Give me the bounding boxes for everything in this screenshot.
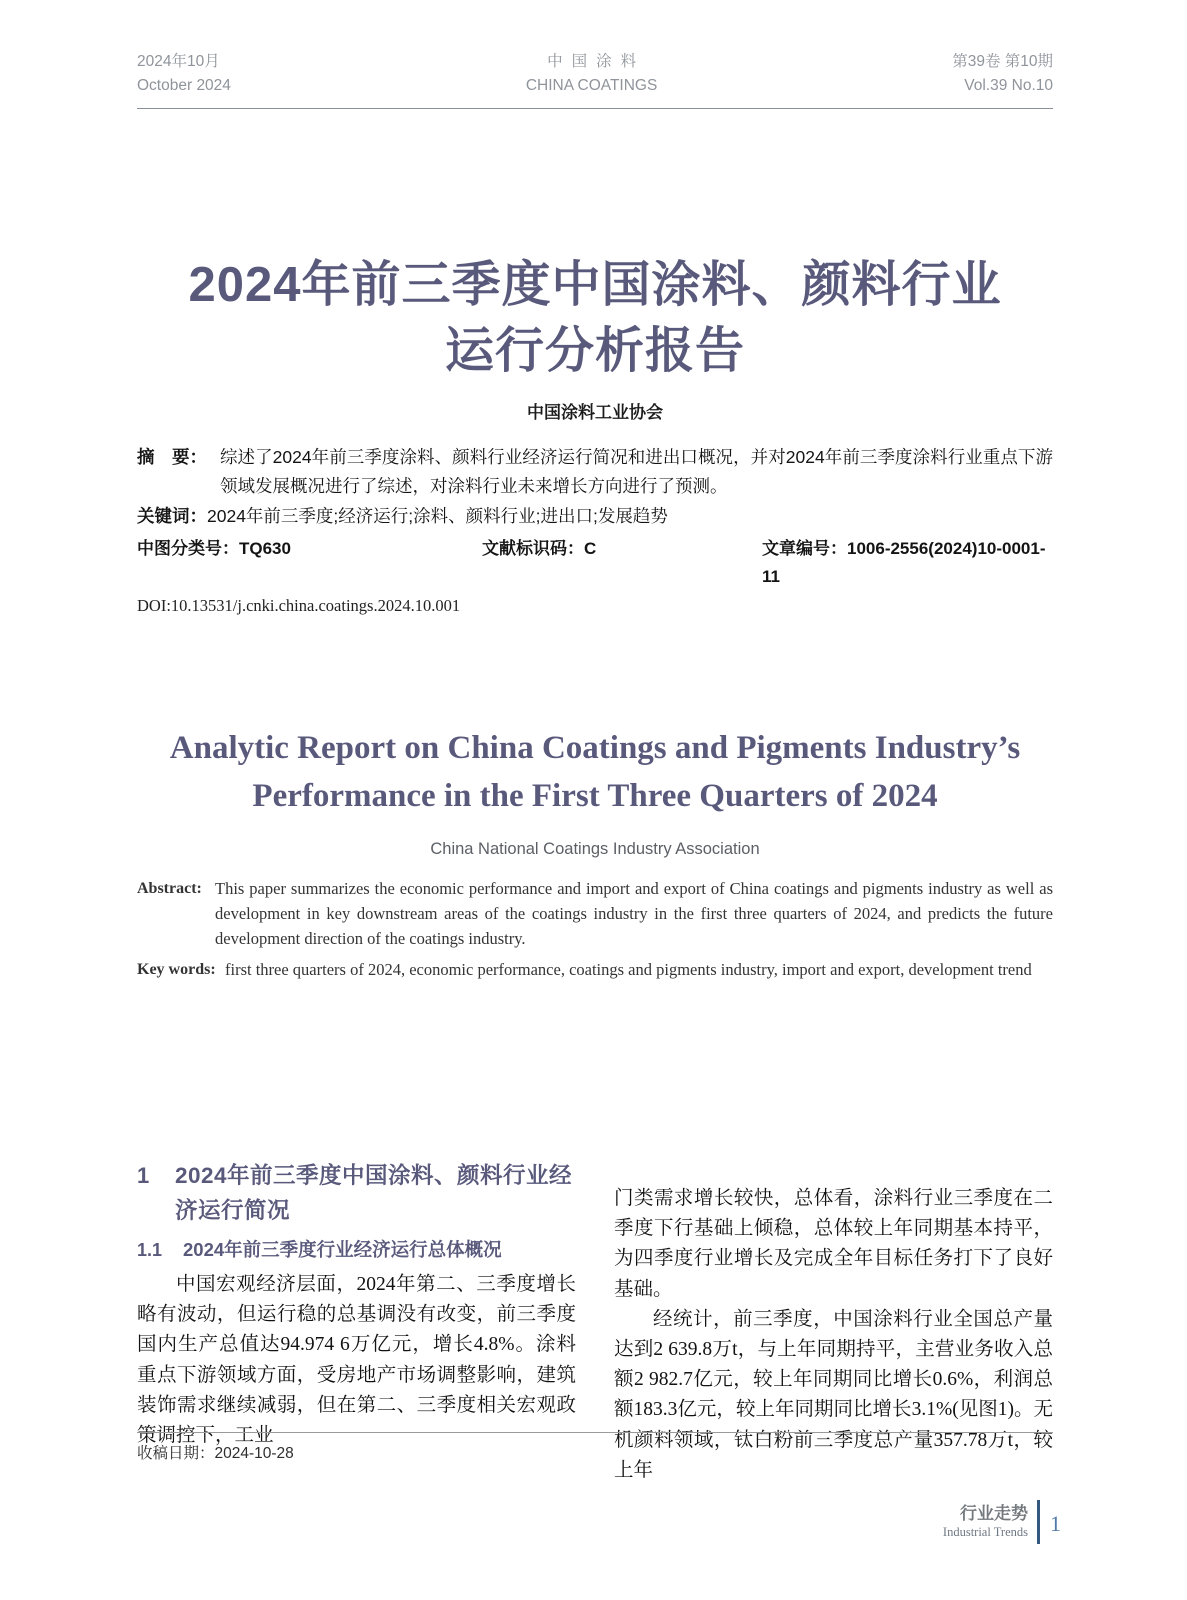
subsection-heading-1-1 [137,1235,576,1265]
paragraph-right-continuation: 门类需求增长较快，总体看，涂料行业三季度在二季度下行基础上倾稳，总体较上年同期基本持平，为四季度行业增长及完成全年目标任务打下了良好基础。 [614,1188,1053,1300]
article-title-cn-line2: 运行分析报告 [444,324,745,378]
received-date-label: 收稿日期： [137,1445,215,1462]
keywords-cn [137,502,1053,531]
page-number: 1 [1050,1511,1061,1536]
article-title-en-line1: Analytic Report on China Coatings and Pigments Industry’s [169,730,1021,766]
author-cn: 中国涂料工业协会 [527,403,663,422]
footer-column-name-en: Industrial Trends [942,1525,1028,1539]
footer-column-name-cn: 行业走势 [960,1504,1028,1523]
article-title-cn [137,252,1053,384]
keywords-en-label: Key words: [137,961,216,978]
abstract-cn-label: 摘 要： [137,447,207,467]
document-code: 文献标识码：C [482,539,597,558]
keywords-cn-label: 关键词： [137,506,207,526]
subsection-title: 2024年前三季度行业经济运行总体概况 [183,1239,502,1260]
header-journal-name [526,50,657,98]
paragraph-right-2: 经统计，前三季度，中国涂料行业全国总产量达到2 639.8万t，与上年同期持平，主营业务收入总额2 982.7亿元，较上年同期同比增长0.6%，利润总额183.3亿元，较上年同期同比增长3.1%(见图1)。无机颜料领域，钛白粉前三季度总产量357.78万t，较上年 [614,1308,1053,1481]
received-date-note [137,1432,1053,1463]
subsection-number: 1.1 [137,1240,163,1260]
issue-date-cn: 2024年10月 [137,53,220,70]
article-title-cn-line1: 2024年前三季度中国涂料、颜料行业 [188,258,1002,312]
paragraph-left: 中国宏观经济层面，2024年第二、三季度增长略有波动，但运行稳的总基调没有改变，前三季度国内生产总值达94.974 6万亿元，增长4.8%。涂料重点下游领域方面，受房地产市场调整影响，建筑装饰需求继续减弱，但在第二、三季度相关宏观政策调控下，工业 [137,1274,576,1447]
article-title-en-line2: Performance in the First Three Quarters of 2024 [252,778,938,814]
footer-divider-bar [1037,1500,1040,1544]
article-id: 文章编号：1006-2556(2024)10-0001-11 [762,539,1046,586]
english-meta-block [137,876,1053,982]
volume-issue-en: Vol.39 No.10 [964,77,1053,94]
page-header [137,50,1053,109]
header-volume-issue [952,50,1053,98]
keywords-en-text: first three quarters of 2024, economic performance, coatings and pigments industry, import and export, development trend [225,960,1032,979]
chinese-meta-block [137,443,1053,619]
clc-number: 中图分类号：TQ630 [137,539,291,558]
doi: DOI:10.13531/j.cnki.china.coatings.2024.10.001 [137,596,461,615]
section-number: 1 [137,1163,150,1188]
abstract-en [137,876,1053,951]
journal-name-en: CHINA COATINGS [525,77,658,94]
classification-row [137,535,1053,591]
issue-date-en: October 2024 [137,77,231,94]
footer-column-name [943,1504,1028,1540]
article-title-en [110,724,1080,820]
keywords-cn-text: 2024年前三季度;经济运行;涂料、颜料行业;进出口;发展趋势 [207,506,668,526]
abstract-en-text: This paper summarizes the economic performance and import and export of China coatings and pigments industry as well as development in key downstream areas of the coatings industry in the first three quarters of 2024, and predicts the future development direction of the coatings industry. [215,879,1053,948]
section-title: 2024年前三季度中国涂料、颜料行业经济运行简况 [175,1163,573,1223]
volume-issue-cn: 第39卷 第10期 [952,53,1053,70]
journal-name-cn: 中国涂料 [547,53,646,70]
abstract-cn [137,443,1053,501]
author-en: China National Coatings Industry Association [430,840,760,858]
received-date-value: 2024-10-28 [214,1445,294,1462]
abstract-cn-text: 综述了2024年前三季度涂料、颜料行业经济运行简况和进出口概况，并对2024年前三季度涂料行业重点下游领域发展概况进行了综述，对涂料行业未来增长方向进行了预测。 [220,447,1053,496]
keywords-en [137,957,1053,982]
page-footer [943,1500,1061,1544]
abstract-en-label: Abstract: [137,880,202,897]
section-heading-1 [137,1158,576,1228]
header-issue-date [137,50,231,98]
